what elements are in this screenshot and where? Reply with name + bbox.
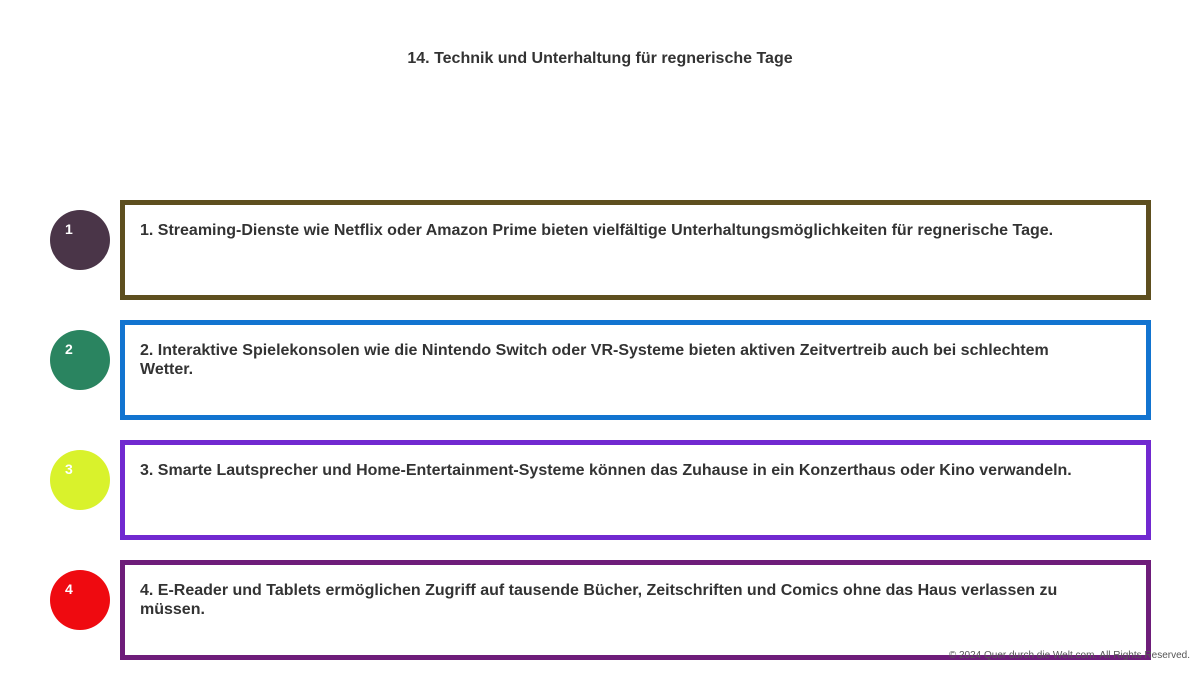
- text-box-4: [120, 560, 1151, 660]
- number-label-1: 1: [65, 221, 73, 237]
- list-item-2: [0, 320, 1200, 420]
- item-text-2: 2. Interaktive Spielekonsolen wie die Nintendo Switch oder VR-Systeme bieten aktiven Zeitvertreib auch bei schlechtem Wetter.: [140, 342, 1049, 378]
- number-badge-2: [50, 330, 110, 390]
- list-item-1: [0, 200, 1200, 300]
- text-box-3: [120, 440, 1151, 540]
- number-badge-3: [50, 450, 110, 510]
- number-label-4: 4: [65, 581, 73, 597]
- number-badge-4: [50, 570, 110, 630]
- text-box-2: [120, 320, 1151, 420]
- number-label-2: 2: [65, 341, 73, 357]
- copyright-footer: © 2024 Quer durch die Welt.com. All Rights Reserved.: [948, 650, 1190, 661]
- item-text-3: 3. Smarte Lautsprecher und Home-Entertainment-Systeme können das Zuhause in ein Konzerthaus oder Kino verwandeln.: [140, 462, 1072, 479]
- list-item-3: [0, 440, 1200, 540]
- list-item-4: [0, 560, 1200, 660]
- number-label-3: 3: [65, 461, 73, 477]
- page-title: 14. Technik und Unterhaltung für regnerische Tage: [407, 50, 793, 67]
- item-text-1: 1. Streaming-Dienste wie Netflix oder Amazon Prime bieten vielfältige Unterhaltungsmöglichkeiten für regnerische Tage.: [140, 222, 1054, 239]
- text-box-1: [120, 200, 1151, 300]
- item-text-4: 4. E-Reader und Tablets ermöglichen Zugriff auf tausende Bücher, Zeitschriften und Comics ohne das Haus verlassen zu müssen.: [140, 582, 1058, 618]
- number-badge-1: [50, 210, 110, 270]
